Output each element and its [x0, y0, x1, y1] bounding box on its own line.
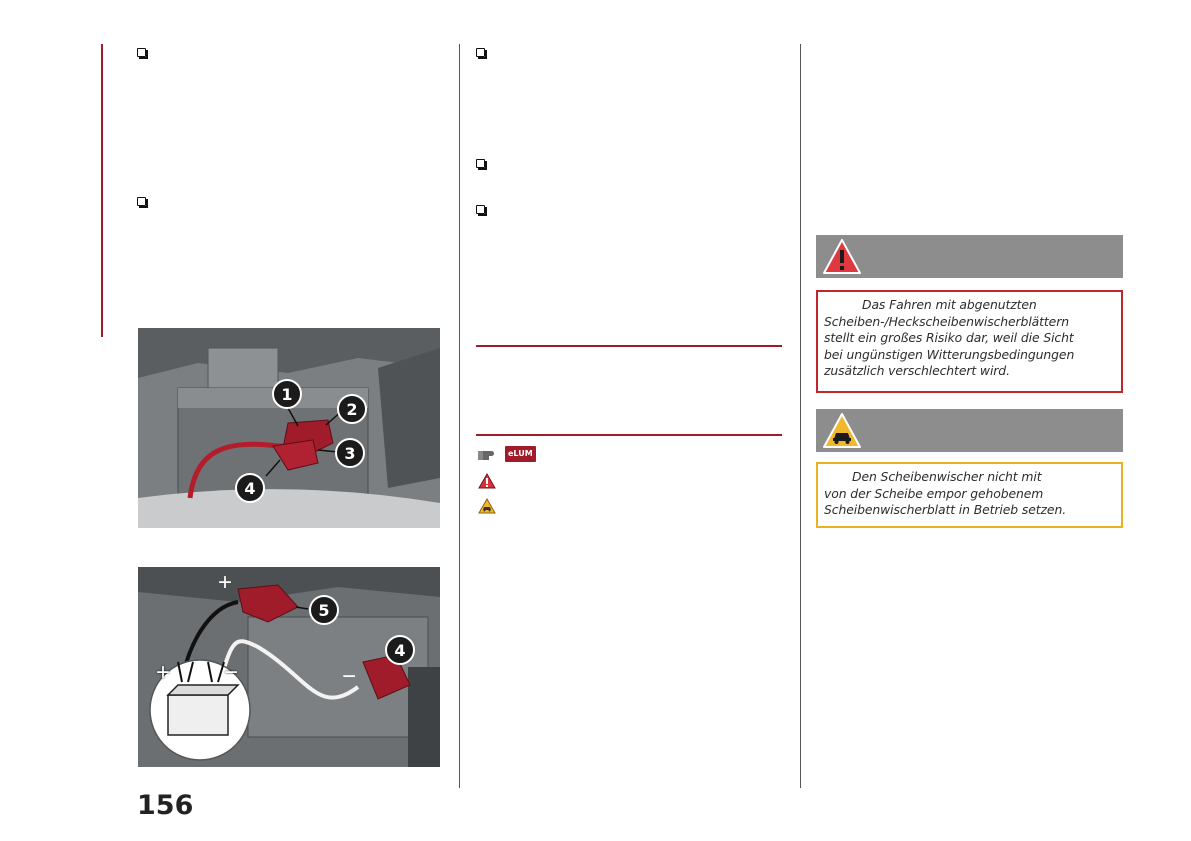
callout-2: 2	[337, 394, 367, 424]
jump-start-photo	[138, 567, 440, 767]
elum-badge: eLUM	[505, 446, 536, 462]
caution-warning-box	[816, 462, 1123, 528]
warning-text-line: stellt ein großes Risiko dar, weil die Sicht	[824, 330, 1074, 345]
square-bullet-icon	[137, 197, 146, 206]
warning-text-line: Scheiben-/Heckscheibenwischerblättern	[824, 313, 1069, 329]
caution-warning-header	[816, 409, 1123, 452]
callout-4: 4	[235, 473, 265, 503]
warning-text-line: von der Scheibe empor gehobenem	[824, 485, 1044, 501]
callout-3: 3	[335, 438, 365, 468]
engine-bay-illustration	[138, 328, 440, 528]
danger-warning-box	[816, 290, 1123, 393]
warning-text-line: Scheibenwischerblatt in Betrieb setzen.	[824, 502, 1067, 517]
minus-polarity-label: −	[342, 663, 357, 690]
square-bullet-icon	[476, 205, 485, 214]
danger-triangle-icon	[478, 473, 496, 489]
square-bullet-icon	[476, 48, 485, 57]
section-rule	[476, 345, 782, 347]
square-bullet-icon	[476, 159, 485, 168]
car-caution-icon	[478, 498, 496, 514]
plus-polarity-label: +	[218, 569, 233, 596]
legend-danger-row	[478, 473, 496, 494]
warning-text-line: Das Fahren mit abgenutzten	[862, 297, 1037, 312]
hand-pointer-icon	[477, 446, 501, 462]
car-caution-icon	[822, 412, 862, 450]
square-bullet-icon	[137, 48, 146, 57]
column-divider	[459, 44, 460, 788]
callout-1: 1	[272, 379, 302, 409]
page-number: 156	[137, 790, 194, 821]
callout-5: 5	[309, 595, 339, 625]
warning-text-line: bei ungünstigen Witterungsbedingungen	[824, 346, 1075, 362]
legend-caution-row	[478, 498, 496, 519]
battery-terminal-photo	[138, 328, 440, 528]
danger-warning-header	[816, 235, 1123, 278]
legend-elum-row	[477, 446, 536, 462]
danger-triangle-icon	[822, 238, 862, 276]
minus-polarity-label: −	[224, 659, 239, 686]
jump-start-illustration	[138, 567, 440, 767]
margin-accent-bar	[101, 44, 103, 337]
warning-text-line: Den Scheibenwischer nicht mit	[852, 469, 1042, 484]
warning-text-line: zusätzlich verschlechtert wird.	[824, 363, 1010, 378]
callout-4: 4	[385, 635, 415, 665]
plus-polarity-label: +	[156, 659, 171, 686]
column-divider	[800, 44, 801, 788]
section-rule	[476, 434, 782, 436]
